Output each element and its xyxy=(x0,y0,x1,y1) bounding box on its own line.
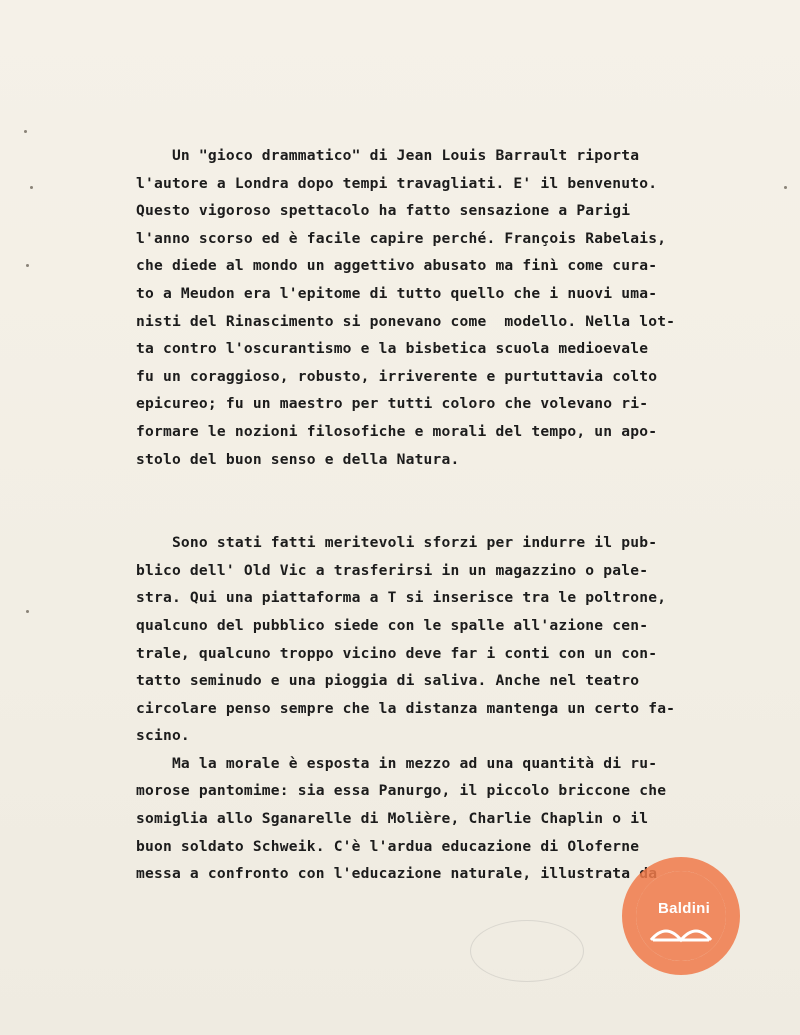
text-line: somiglia allo Sganarelle di Molière, Charlie Chaplin o il xyxy=(136,810,649,828)
text-line: nisti del Rinascimento si ponevano come modello. Nella lot- xyxy=(136,312,676,330)
text-line: blico dell' Old Vic a trasferirsi in un magazzino o pale- xyxy=(136,561,649,579)
paragraph-1 xyxy=(136,142,696,473)
paragraph-3 xyxy=(136,750,696,888)
text-line: morose pantomime: sia essa Panurgo, il piccolo briccone che xyxy=(136,782,667,800)
margin-mark xyxy=(26,264,29,267)
text-line: epicureo; fu un maestro per tutti coloro che volevano ri- xyxy=(136,395,649,413)
text-line: fu un coraggioso, robusto, irriverente e purtuttavia colto xyxy=(136,367,658,385)
text-line: to a Meudon era l'epitome di tutto quello che i nuovi uma- xyxy=(136,284,658,302)
text-line: circolare penso sempre che la distanza mantenga un certo fa- xyxy=(136,699,676,717)
text-line: stolo del buon senso e della Natura. xyxy=(136,450,460,468)
text-line: trale, qualcuno troppo vicino deve far i conti con un con- xyxy=(136,644,658,662)
margin-mark xyxy=(30,186,33,189)
text-line: Un "gioco drammatico" di Jean Louis Barrault riporta xyxy=(136,147,640,164)
margin-mark xyxy=(784,186,787,189)
text-line: stra. Qui una piattaforma a T si inserisce tra le poltrone, xyxy=(136,589,667,607)
text-line: Questo vigoroso spettacolo ha fatto sensazione a Parigi xyxy=(136,202,631,220)
text-line: l'anno scorso ed è facile capire perché. François Rabelais, xyxy=(136,229,667,247)
text-line: che diede al mondo un aggettivo abusato ma finì come cura- xyxy=(136,257,658,275)
text-line: l'autore a Londra dopo tempi travagliati. E' il benvenuto. xyxy=(136,174,658,192)
text-line: Sono stati fatti meritevoli sforzi per indurre il pub- xyxy=(136,534,658,552)
watermark-brand: Baldini xyxy=(658,900,711,917)
text-line: ta contro l'oscurantismo e la bisbetica scuola medioevale xyxy=(136,340,649,358)
faint-archive-stamp xyxy=(470,920,584,982)
text-line: formare le nozioni filosofiche e morali del tempo, un apo- xyxy=(136,422,658,440)
text-line: Ma la morale è esposta in mezzo ad una quantità di ru- xyxy=(136,754,658,772)
text-line: messa a confronto con l'educazione naturale, illustrata da xyxy=(136,865,658,883)
typed-text xyxy=(136,142,696,888)
text-line: scino. xyxy=(136,727,190,745)
text-line: tatto seminudo e una pioggia di saliva. Anche nel teatro xyxy=(136,672,640,690)
text-line: qualcuno del pubblico siede con le spalle all'azione cen- xyxy=(136,616,649,634)
paragraph-2 xyxy=(136,529,696,750)
margin-mark xyxy=(26,610,29,613)
margin-mark xyxy=(24,130,27,133)
text-line: buon soldato Schweik. C'è l'ardua educazione di Oloferne xyxy=(136,837,640,855)
